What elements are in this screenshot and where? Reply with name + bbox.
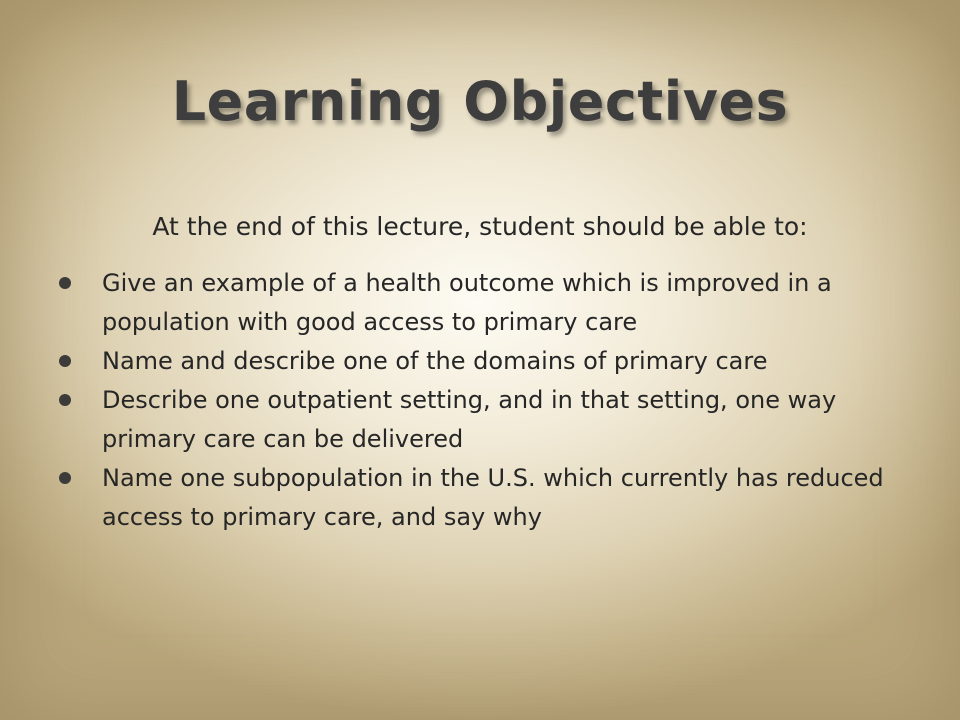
objective-text: Describe one outpatient setting, and in that setting, one way primary care can be delivered: [102, 386, 837, 453]
slide-title: Learning Objectives: [171, 70, 789, 133]
objective-item: [56, 381, 916, 459]
objective-text: Name and describe one of the domains of primary care: [102, 347, 768, 375]
objective-text: Name one subpopulation in the U.S. which currently has reduced access to primary care, and say why: [102, 464, 884, 531]
objectives-list: [56, 264, 916, 537]
objective-item: [56, 264, 916, 342]
bullet-icon: [59, 277, 71, 289]
objective-item: [56, 459, 916, 537]
bullet-icon: [59, 472, 71, 484]
objective-text: Give an example of a health outcome which is improved in a population with good access to primary care: [102, 269, 832, 336]
objective-item: [56, 342, 916, 381]
slide-intro: At the end of this lecture, student should be able to:: [152, 212, 808, 241]
bullet-icon: [59, 355, 71, 367]
bullet-icon: [59, 394, 71, 406]
